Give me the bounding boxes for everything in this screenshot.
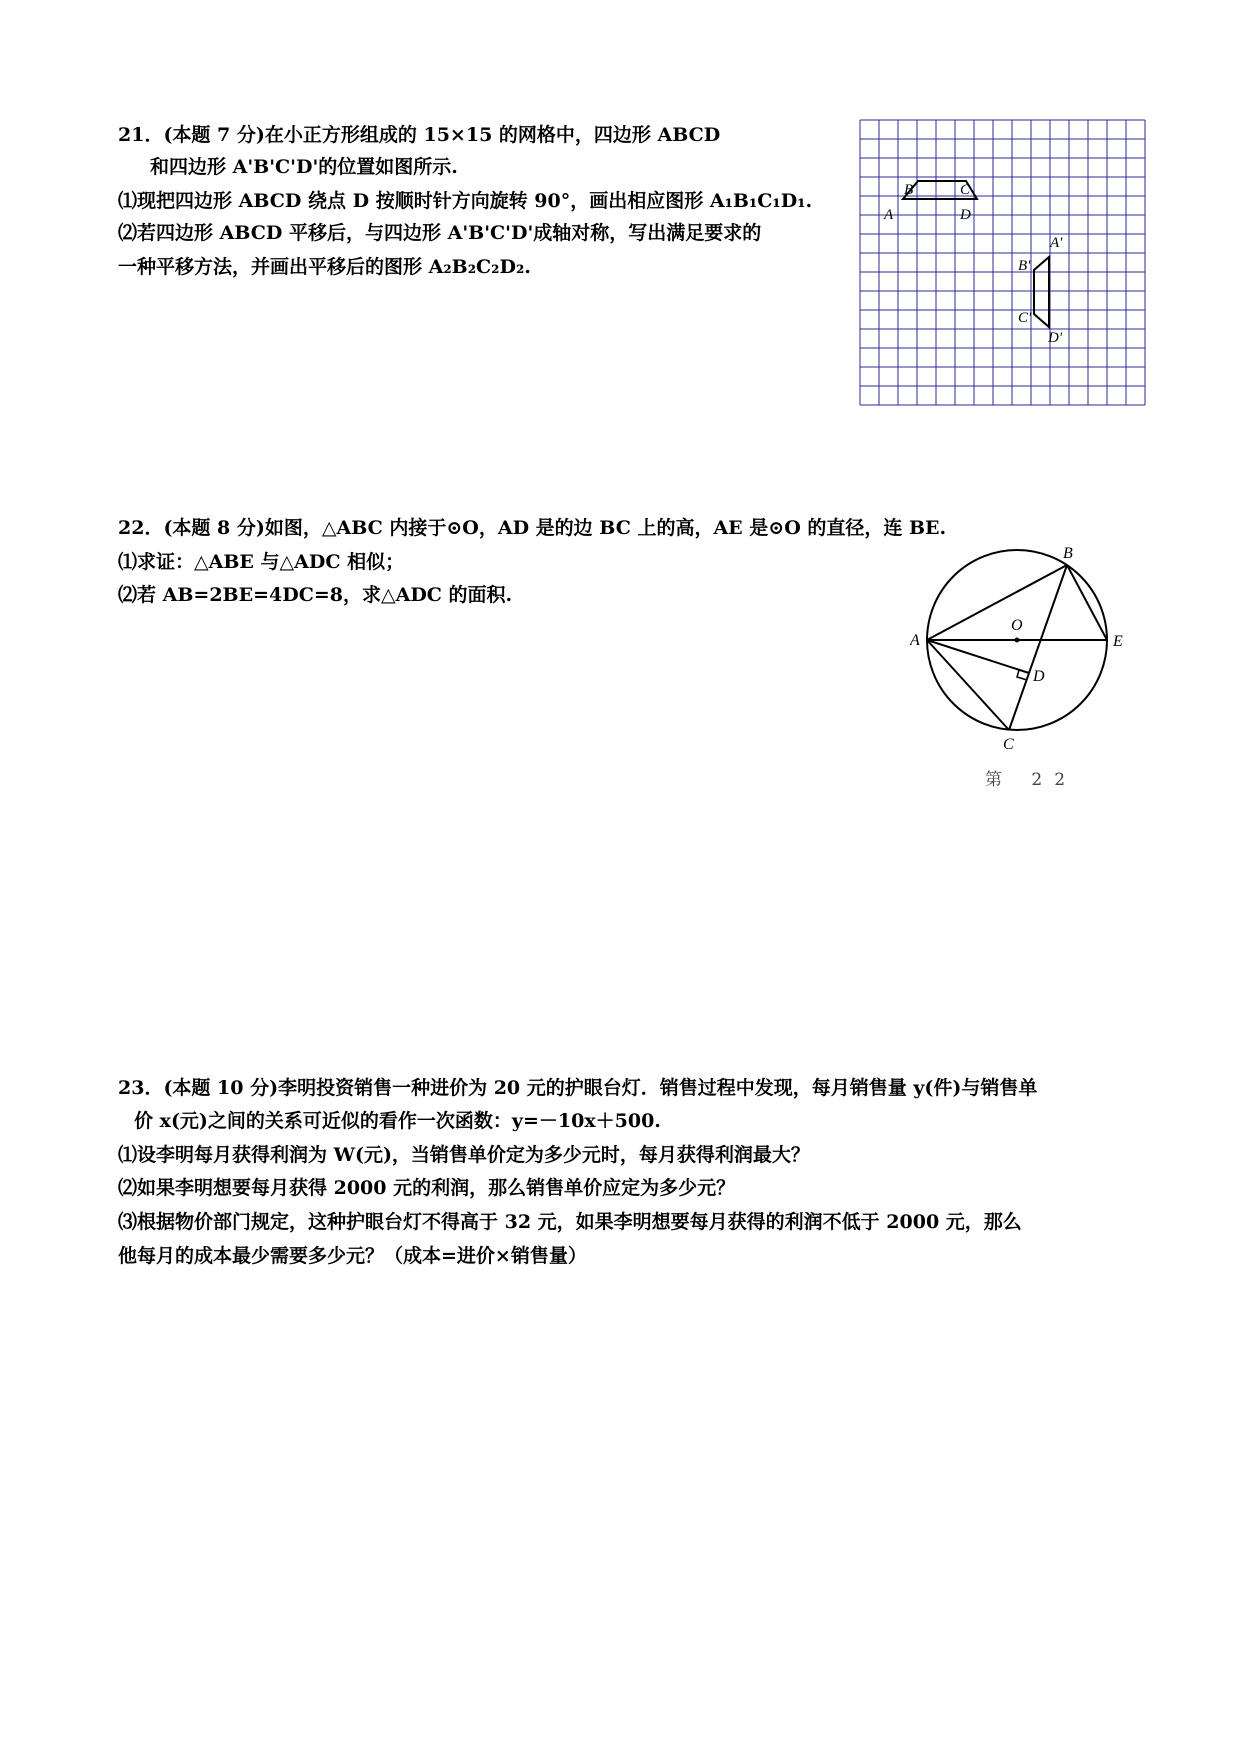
- segment-AB: [927, 565, 1067, 640]
- q21-part2-line2: 一种平移方法，并画出平移后的图形 A₂B₂C₂D₂.: [118, 256, 531, 278]
- label-B: B: [1063, 545, 1073, 562]
- q23-part1: ⑴设李明每月获得利润为 W(元)，当销售单价定为多少元时，每月获得利润最大？: [118, 1144, 810, 1166]
- q21-stem-line2: 和四边形 A'B'C'D'的位置如图所示.: [150, 156, 458, 178]
- q21-part1: ⑴现把四边形 ABCD 绕点 D 按顺时针方向旋转 90°，画出相应图形 A₁B₁C₁D₁.: [118, 190, 813, 212]
- q22-stem: 22．(本题 8 分)如图，△ABC 内接于⊙O，AD 是的边 BC 上的高，AE 是⊙O 的直径，连 BE.: [118, 517, 947, 539]
- segment-BC: [1009, 565, 1067, 730]
- label-E: E: [1113, 633, 1123, 650]
- q21-part2-line1: ⑵若四边形 ABCD 平移后，与四边形 A'B'C'D'成轴对称，写出满足要求的: [118, 222, 762, 244]
- q23-stem-line1: 23．(本题 10 分)李明投资销售一种进价为 20 元的护眼台灯．销售过程中发现，每月销售量 y(件)与销售单: [118, 1077, 1038, 1099]
- label-B-prime: B': [1018, 258, 1031, 274]
- label-C: C: [960, 182, 971, 198]
- label-C: C: [1003, 736, 1014, 753]
- label-A-prime: A': [1050, 235, 1063, 251]
- center-point-O: [1015, 638, 1020, 643]
- grid-lines: [860, 120, 1145, 405]
- q21-stem-line1: 21．(本题 7 分)在小正方形组成的 15×15 的网格中，四边形 ABCD: [118, 124, 721, 146]
- q23-part3-line2: 他每月的成本最少需要多少元？（成本=进价×销售量）: [118, 1245, 587, 1267]
- figure-caption: 第 22: [985, 770, 1078, 790]
- q21-grid-figure: [858, 118, 1148, 408]
- q23-part3-line1: ⑶根据物价部门规定，这种护眼台灯不得高于 32 元，如果李明想要每月获得的利润不低于 2000 元，那么: [118, 1211, 1022, 1233]
- q22-circle-figure: [910, 540, 1135, 755]
- label-O: O: [1011, 617, 1023, 634]
- quad-A'B'C'D': [1034, 257, 1049, 327]
- label-D: D: [960, 207, 971, 223]
- label-D-prime: D': [1048, 330, 1063, 346]
- label-C-prime: C': [1018, 310, 1032, 326]
- q22-part2: ⑵若 AB=2BE=4DC=8，求△ADC 的面积.: [118, 584, 513, 606]
- label-A: A: [884, 207, 894, 223]
- q23-part2: ⑵如果李明想要每月获得 2000 元的利润，那么销售单价应定为多少元？: [118, 1177, 736, 1199]
- segment-BE: [1067, 565, 1107, 640]
- q23-stem-line2: 价 x(元)之间的关系可近似的看作一次函数：y=－10x＋500.: [134, 1110, 661, 1132]
- label-D: D: [1033, 668, 1045, 685]
- q22-part1: ⑴求证：△ABE 与△ADC 相似；: [118, 551, 405, 573]
- label-A: A: [910, 632, 920, 649]
- label-B: B: [904, 182, 914, 198]
